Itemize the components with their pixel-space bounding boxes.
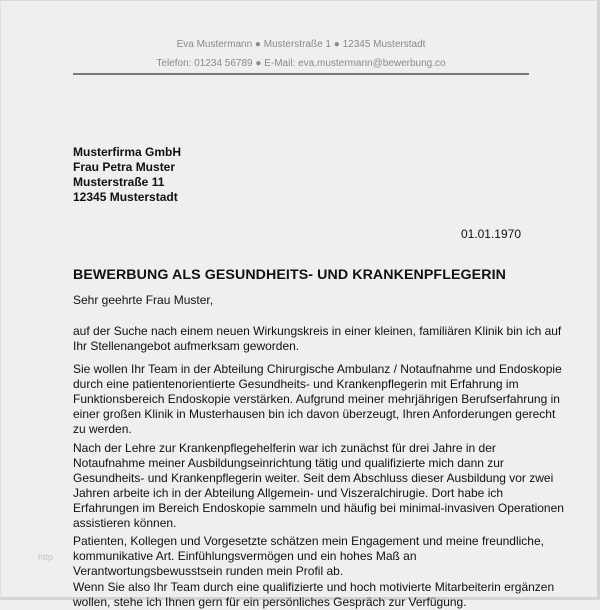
body-paragraph-2: [73, 362, 562, 437]
paragraph-line: Wenn Sie also Ihr Team durch eine qualifizierte und hoch motivierte Mitarbeiterin ergänzen: [73, 580, 555, 594]
recipient-address: [73, 145, 181, 205]
paragraph-line: auf der Suche nach einem neuen Wirkungskreis in einer kleinen, familiären Klinik bin ich auf: [73, 324, 562, 338]
paragraph-line: assistieren können.: [73, 516, 177, 530]
paragraph-line: zu werden.: [73, 422, 132, 436]
recipient-city: 12345 Musterstadt: [73, 190, 178, 204]
paragraph-line: durch eine patientenorientierte Gesundheits- und Krankenpflegerin mit Erfahrung im: [73, 377, 519, 391]
sender-contact-line: Telefon: 01234 56789 ● E-Mail: eva.mustermann@bewerbung.co: [156, 58, 446, 69]
paragraph-line: Jahren arbeite ich in der Abteilung Allgemein- und Viszeralchirugie. Dort habe ich: [73, 486, 504, 500]
paragraph-line: Patienten, Kollegen und Vorgesetzte schätzen mein Engagement und meine freundliche,: [73, 534, 544, 548]
body-paragraph-1: [73, 324, 562, 354]
paragraph-line: wollen, stehe ich Ihnen gern für ein persönliches Gespräch zur Verfügung.: [73, 595, 467, 609]
salutation: Sehr geehrte Frau Muster,: [73, 293, 214, 307]
header-divider: [73, 73, 529, 75]
letter-date: 01.01.1970: [460, 227, 521, 241]
paragraph-line: Gesundheits- und Krankenpflegerin weiter. Seit dem Abschluss dieser Ausbildung vor zwei: [73, 471, 554, 485]
sender-address-line: Eva Mustermann ● Musterstraße 1 ● 12345 Musterstadt: [176, 39, 426, 50]
sender-header: [73, 35, 529, 73]
paragraph-line: Notaufnahme meiner Ausbildungseinrichtung tätig und qualifizierte mich dann zur: [73, 456, 504, 470]
paragraph-line: Erfahrungen im Bereich Endoskopie sammeln und häufig bei minimal-invasiven Operationen: [73, 501, 564, 515]
paragraph-line: kommunikative Art. Einfühlungsvermögen und ein hohes Maß an: [73, 549, 417, 563]
recipient-company: Musterfirma GmbH: [73, 145, 182, 159]
body-paragraph-4: [73, 534, 543, 579]
recipient-street: Musterstraße 11: [73, 175, 165, 189]
paragraph-line: einer großen Klinik in Musterhausen bin ich davon überzeugt, Ihren Anforderungen gerecht: [73, 407, 556, 421]
paragraph-line: Funktionsbereich Endoskopie verstärken. Aufgrund meiner mehrjährigen Berufserfahrung in: [73, 392, 560, 406]
body-paragraph-3: [73, 441, 564, 531]
paragraph-line: Ihr Stellenangebot aufmerksam geworden.: [73, 339, 300, 353]
watermark-text: http: [38, 552, 54, 562]
paragraph-line: Sie wollen Ihr Team in der Abteilung Chirurgische Ambulanz / Notaufnahme und Endoskopie: [73, 362, 562, 376]
paragraph-line: Verantwortungsbewusstsein runden mein Profil ab.: [73, 564, 344, 578]
paragraph-line: Nach der Lehre zur Krankenpflegehelferin war ich zunächst für drei Jahre in der: [73, 441, 496, 455]
body-paragraph-5: [73, 580, 555, 610]
recipient-person: Frau Petra Muster: [73, 160, 176, 174]
letter-subject: BEWERBUNG ALS GESUNDHEITS- UND KRANKENPFLEGERIN: [73, 267, 506, 283]
